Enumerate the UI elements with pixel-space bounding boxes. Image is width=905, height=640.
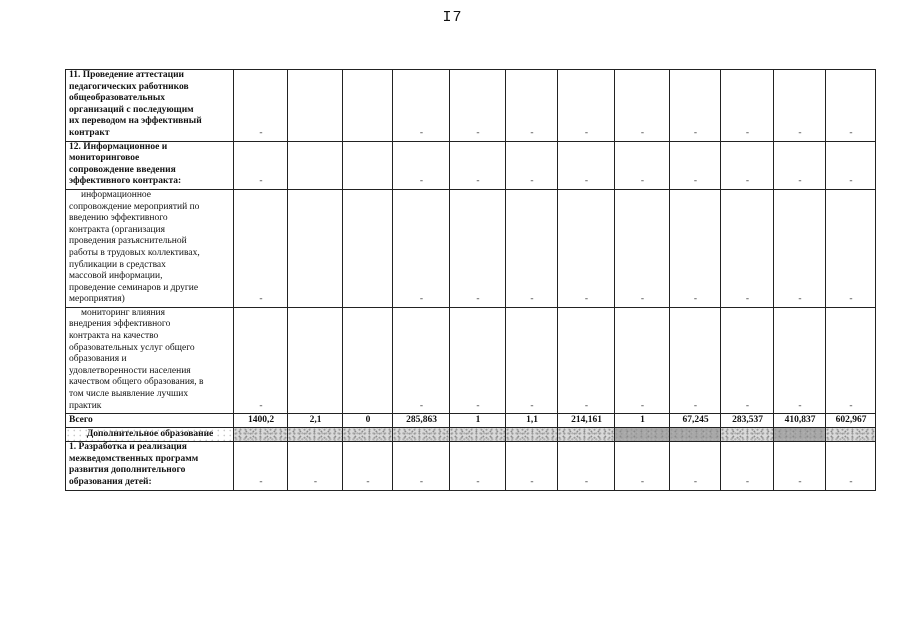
table-cell: - bbox=[670, 307, 721, 413]
table-cell: - bbox=[234, 189, 288, 307]
row-label-line: проведение семинаров и другие bbox=[69, 282, 199, 293]
table-cell: - bbox=[615, 70, 670, 142]
row-label-line: контракт bbox=[69, 127, 110, 138]
row-label-line: 1. Разработка и реализация bbox=[69, 442, 187, 453]
table-cell: - bbox=[721, 442, 774, 490]
table-cell: - bbox=[234, 141, 288, 189]
row-label-line: Дополнительное образование bbox=[86, 428, 214, 439]
row-label bbox=[66, 428, 234, 442]
table-cell bbox=[774, 428, 826, 442]
table-cell: 67,245 bbox=[670, 414, 721, 428]
row-label-line: удовлетворенности населения bbox=[69, 365, 191, 376]
table-cell: - bbox=[234, 307, 288, 413]
table-cell: - bbox=[234, 70, 288, 142]
table-cell: - bbox=[558, 442, 615, 490]
table-cell bbox=[450, 428, 506, 442]
table-cell: - bbox=[450, 442, 506, 490]
table-cell: - bbox=[393, 307, 450, 413]
row-label-line: публикации в средствах bbox=[69, 259, 166, 270]
row-label-line: организаций с последующим bbox=[69, 104, 194, 115]
row-label-line: мониторинговое bbox=[69, 153, 140, 164]
table-cell: - bbox=[450, 70, 506, 142]
table-cell bbox=[234, 428, 288, 442]
row-label bbox=[66, 141, 234, 189]
table-cell: - bbox=[615, 307, 670, 413]
table-cell: - bbox=[234, 442, 288, 490]
table-cell: - bbox=[393, 189, 450, 307]
table-cell bbox=[288, 141, 343, 189]
table-cell: - bbox=[393, 70, 450, 142]
row-label bbox=[66, 70, 234, 142]
table-cell: - bbox=[826, 141, 876, 189]
table-cell bbox=[288, 307, 343, 413]
table-cell: - bbox=[506, 442, 558, 490]
row-label-line: 12. Информационное и bbox=[69, 141, 168, 152]
row-label-line: контракта (организация bbox=[69, 224, 166, 235]
table-cell: - bbox=[774, 442, 826, 490]
table-cell: - bbox=[558, 70, 615, 142]
table-row bbox=[66, 70, 876, 142]
table-cell: 410,837 bbox=[774, 414, 826, 428]
row-label-line: сопровождение мероприятий по bbox=[69, 201, 200, 212]
table-cell: - bbox=[774, 70, 826, 142]
table-cell: 2,1 bbox=[288, 414, 343, 428]
table-row bbox=[66, 189, 876, 307]
table-cell bbox=[343, 428, 393, 442]
table-cell bbox=[288, 189, 343, 307]
table-cell: 285,863 bbox=[393, 414, 450, 428]
row-label-line: развития дополнительного bbox=[69, 465, 186, 476]
table-cell: 0 bbox=[343, 414, 393, 428]
table-cell: - bbox=[393, 442, 450, 490]
row-label bbox=[66, 189, 234, 307]
table-cell: 1,1 bbox=[506, 414, 558, 428]
section-row bbox=[66, 428, 876, 442]
row-label-line: их переводом на эффективный bbox=[69, 116, 202, 127]
row-label-line: образовательных услуг общего bbox=[69, 342, 195, 353]
table-cell: - bbox=[450, 189, 506, 307]
row-label-line: массовой информации, bbox=[69, 271, 163, 282]
table-cell: 1 bbox=[450, 414, 506, 428]
row-label-line: контракта на качество bbox=[69, 331, 159, 342]
table-cell: 214,161 bbox=[558, 414, 615, 428]
table-cell: - bbox=[615, 189, 670, 307]
table-cell bbox=[826, 428, 876, 442]
data-table bbox=[65, 69, 876, 491]
table-cell: - bbox=[450, 141, 506, 189]
table-cell: - bbox=[450, 307, 506, 413]
table-cell bbox=[288, 428, 343, 442]
row-label-line: сопровождение введения bbox=[69, 164, 176, 175]
table-cell: - bbox=[826, 307, 876, 413]
table-cell: - bbox=[288, 442, 343, 490]
row-label-line: том числе выявление лучших bbox=[69, 389, 189, 400]
row-label-line: педагогических работников bbox=[69, 81, 189, 92]
row-label-line: информационное bbox=[81, 189, 152, 200]
table-cell: - bbox=[506, 307, 558, 413]
row-label bbox=[66, 307, 234, 413]
row-label-line: введению эффективного bbox=[69, 213, 168, 224]
row-label-line: качеством общего образования, в bbox=[69, 377, 204, 388]
table-cell: - bbox=[558, 189, 615, 307]
table-row bbox=[66, 141, 876, 189]
table-cell bbox=[506, 428, 558, 442]
table-cell: - bbox=[670, 141, 721, 189]
table-cell: - bbox=[826, 442, 876, 490]
table-cell: 1400,2 bbox=[234, 414, 288, 428]
row-label-line: мероприятия) bbox=[69, 294, 125, 305]
table-cell: - bbox=[670, 442, 721, 490]
table-cell: - bbox=[721, 141, 774, 189]
row-label-line: 11. Проведение аттестации bbox=[69, 70, 185, 80]
table-cell: - bbox=[615, 442, 670, 490]
table-cell: - bbox=[615, 141, 670, 189]
row-label-line: мониторинг влияния bbox=[81, 307, 165, 318]
row-label bbox=[66, 442, 234, 490]
table-cell: - bbox=[826, 189, 876, 307]
row-label-line: эффективного контракта: bbox=[69, 176, 182, 187]
table-cell: - bbox=[721, 70, 774, 142]
row-label-line: Всего bbox=[69, 414, 93, 425]
row-label-line: образования детей: bbox=[69, 477, 152, 487]
table-cell bbox=[288, 70, 343, 142]
table-cell bbox=[558, 428, 615, 442]
table-cell: - bbox=[721, 307, 774, 413]
table-cell: - bbox=[774, 189, 826, 307]
table-cell: - bbox=[670, 70, 721, 142]
table-cell: - bbox=[506, 141, 558, 189]
table-row bbox=[66, 442, 876, 490]
table-cell: 1 bbox=[615, 414, 670, 428]
table-cell: - bbox=[721, 189, 774, 307]
table-cell bbox=[721, 428, 774, 442]
table-cell bbox=[670, 428, 721, 442]
table-cell: - bbox=[774, 307, 826, 413]
total-row bbox=[66, 414, 876, 428]
table-cell: - bbox=[393, 141, 450, 189]
row-label bbox=[66, 414, 234, 428]
table-cell: 602,967 bbox=[826, 414, 876, 428]
table-cell: - bbox=[558, 307, 615, 413]
table-cell bbox=[343, 307, 393, 413]
table-row bbox=[66, 307, 876, 413]
table-cell: - bbox=[558, 141, 615, 189]
table-cell: - bbox=[826, 70, 876, 142]
table-cell: - bbox=[506, 70, 558, 142]
table-cell: - bbox=[774, 141, 826, 189]
table-cell: - bbox=[670, 189, 721, 307]
table-cell bbox=[343, 189, 393, 307]
table-cell: - bbox=[343, 442, 393, 490]
table-cell bbox=[393, 428, 450, 442]
row-label-line: образования и bbox=[69, 354, 127, 365]
row-label-line: проведения разъяснительной bbox=[69, 236, 187, 247]
row-label-line: внедрения эффективного bbox=[69, 319, 171, 330]
table-cell bbox=[343, 70, 393, 142]
table-cell: 283,537 bbox=[721, 414, 774, 428]
row-label-line: работы в трудовых коллективах, bbox=[69, 247, 200, 258]
table-cell bbox=[615, 428, 670, 442]
table-cell bbox=[343, 141, 393, 189]
row-label-line: практик bbox=[69, 400, 102, 411]
table-cell: - bbox=[506, 189, 558, 307]
row-label-line: общеобразовательных bbox=[69, 93, 166, 104]
row-label-line: межведомственных программ bbox=[69, 453, 199, 464]
page-number: I7 bbox=[442, 9, 463, 26]
